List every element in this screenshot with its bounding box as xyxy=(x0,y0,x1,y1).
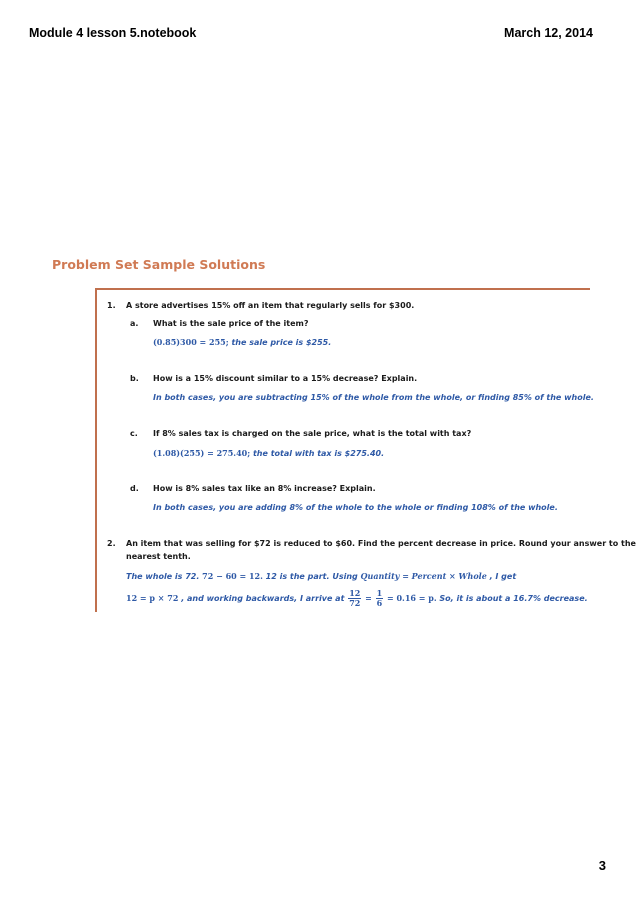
problem-1a-answer xyxy=(153,337,331,347)
problem-1a-answer-text: the sale price is $255. xyxy=(228,338,332,347)
problem-1b-label: b. xyxy=(130,374,139,383)
problem-2-answer-line2-math2: = 0.16̄ = p. xyxy=(384,593,437,603)
problem-2-answer-line1-math1: 72 − 60 = 12. xyxy=(202,571,263,581)
problem-2-answer-line1-b: 12 is the part. Using xyxy=(262,572,361,581)
page-number: 3 xyxy=(598,858,606,873)
problem-2-answer-line2-a: , and working backwards, I arrive at xyxy=(178,594,348,603)
section-title: Problem Set Sample Solutions xyxy=(52,257,266,272)
problem-2-answer-line2-math1: 12 = p × 72 xyxy=(126,593,179,603)
problem-2-question-line2: nearest tenth. xyxy=(126,552,191,561)
equals-sign: = xyxy=(362,593,375,603)
problem-1-question: A store advertises 15% off an item that regularly sells for $300. xyxy=(126,301,415,310)
problem-1a-question: What is the sale price of the item? xyxy=(153,319,309,328)
problem-1d-answer: In both cases, you are adding 8% of the whole to the whole or finding 108% of the whole. xyxy=(153,503,558,512)
problem-2-question-line1: An item that was selling for $72 is reduced to $60. Find the percent decrease in price. Round your answer to the xyxy=(126,539,636,548)
problem-2-answer-line1-a: The whole is 72. xyxy=(126,572,203,581)
fraction-2-numerator: 1 xyxy=(376,588,383,598)
problem-2-answer-line1 xyxy=(126,571,516,581)
fraction-12-over-72 xyxy=(348,589,361,608)
fraction-1-numerator: 12 xyxy=(349,588,361,598)
problem-1-number: 1. xyxy=(107,301,116,310)
problem-2-answer-line2-b: So, it is about a 16.7% decrease. xyxy=(436,594,588,603)
fraction-2-denominator: 6 xyxy=(376,598,383,608)
notebook-title: Module 4 lesson 5.notebook xyxy=(29,26,197,40)
fraction-1-over-6 xyxy=(376,589,384,608)
problem-2-formula: Quantity = Percent × Whole xyxy=(360,571,487,581)
problem-1b-question: How is a 15% discount similar to a 15% decrease? Explain. xyxy=(153,374,418,383)
problem-1d-question: How is 8% sales tax like an 8% increase? Explain. xyxy=(153,484,376,493)
problem-1b-answer: In both cases, you are subtracting 15% of the whole from the whole, or finding 85% of the whole. xyxy=(153,393,594,402)
problem-1d-label: d. xyxy=(130,484,139,493)
fraction-1-denominator: 72 xyxy=(349,598,361,608)
problem-1c-question: If 8% sales tax is charged on the sale price, what is the total with tax? xyxy=(153,429,472,438)
problem-1c-answer-text: the total with tax is $275.40. xyxy=(250,449,385,458)
problem-2-number: 2. xyxy=(107,539,116,548)
notebook-date: March 12, 2014 xyxy=(504,26,593,40)
problem-2-answer-line2 xyxy=(126,589,588,608)
problem-1c-label: c. xyxy=(130,429,138,438)
problem-1c-answer-math: (1.08)(255) = 275.40; xyxy=(153,448,251,458)
problem-1a-answer-math: (0.85)300 = 255; xyxy=(153,337,229,347)
problem-1a-label: a. xyxy=(130,319,139,328)
problem-1c-answer xyxy=(153,448,384,458)
problem-2-answer-line1-c: , I get xyxy=(486,572,517,581)
